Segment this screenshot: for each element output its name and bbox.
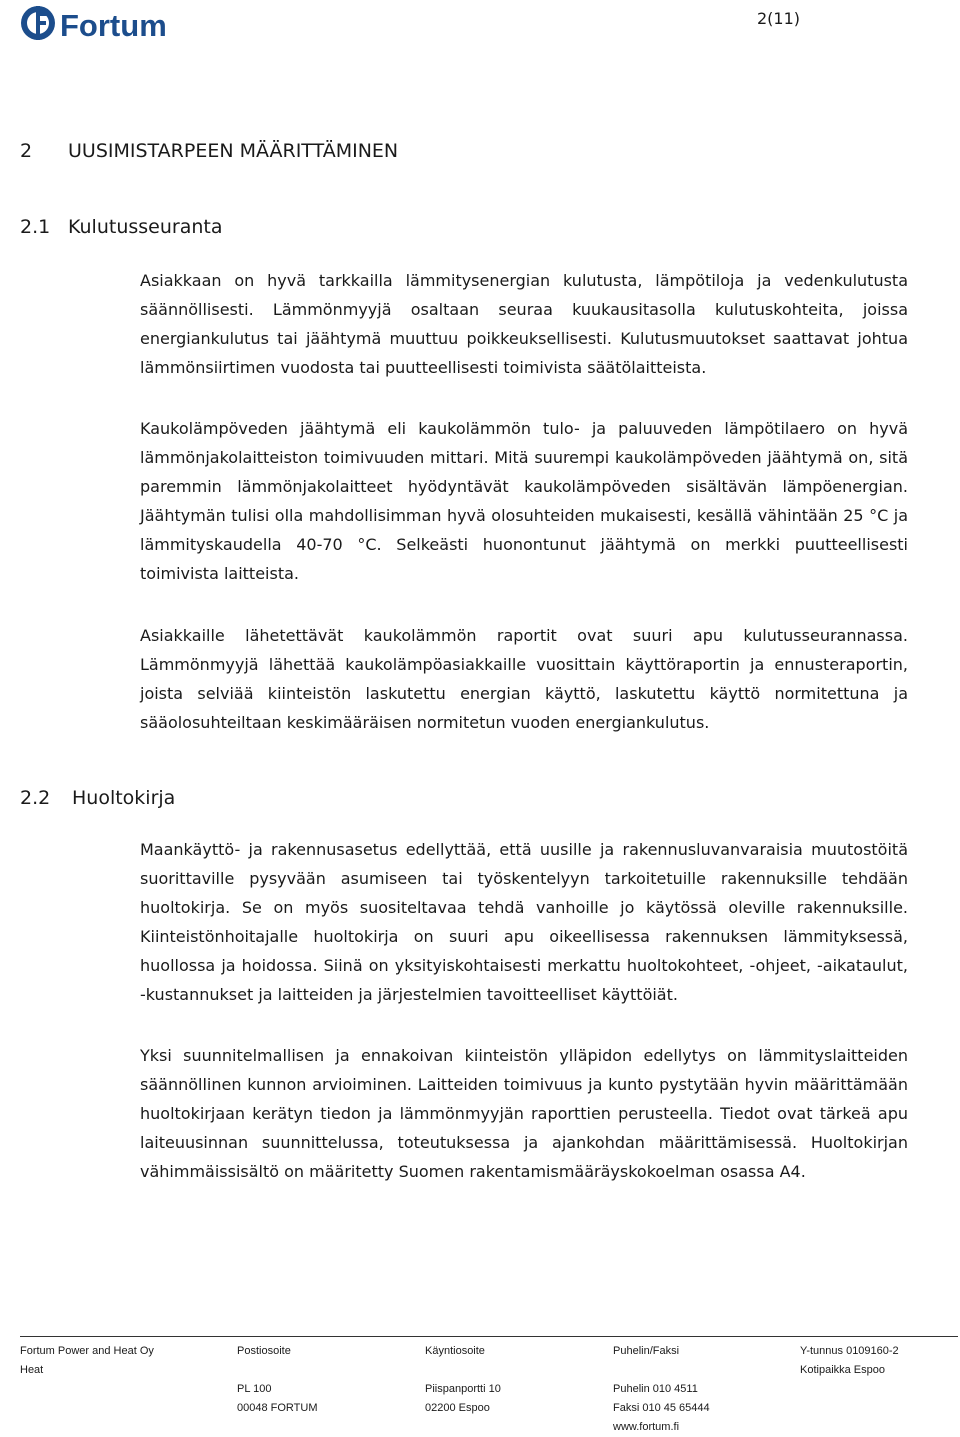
footer-business-id (800, 1342, 899, 1380)
footer-text: Kotipaikka Espoo (800, 1364, 885, 1376)
footer-company (20, 1342, 154, 1380)
footer-phone-fax (613, 1342, 710, 1437)
footer-website-link[interactable]: www.fortum.fi (613, 1421, 680, 1433)
footer-label: Käyntiosoite (425, 1345, 485, 1357)
subsection-number: 2.1 (20, 216, 51, 238)
subsection-title: Kulutusseuranta (68, 216, 223, 238)
subsection-heading-huoltokirja (20, 787, 175, 809)
subsection-title: Huoltokirja (72, 787, 176, 809)
section-title: UUSIMISTARPEEN MÄÄRITTÄMINEN (68, 140, 399, 162)
section-heading (20, 140, 398, 162)
paragraph: Yksi suunnitelmallisen ja ennakoivan kiinteistön ylläpidon edellytys on lämmityslaitteiden säännöllinen kunnon arvioiminen. Laitteiden toimivuus ja kunto pystytään hyvin määrittämään huoltokirjaan kerätyn tiedon ja lämmönmyyjän raporttien perusteella. Tiedot ovat tärkeä apu laiteuusinnan suunnittelussa, toteutuksessa ja ajankohdan määrittämisessä. Huoltokirjan vähimmäissisältö on määritetty Suomen rakentamismääräyskokoelman osassa A4. (140, 1046, 908, 1181)
footer-text (237, 1361, 318, 1380)
paragraph: Asiakkaille lähetettävät kaukolämmön raportit ovat suuri apu kulutusseurannassa. Lämmönmyyjä lähettää kaukolämpöasiakkaille vuosittain käyttöraportin ja ennusteraportin, joista selviää kiinteistön laskutettu energian käyttö, laskutettu käyttö normitettuna ja sääolosuhteiltaan keskimääräisen normitetun vuoden energiankulutus. (140, 626, 908, 732)
section-number: 2 (20, 140, 33, 162)
subsection-heading-kulutusseuranta (20, 216, 223, 238)
footer-label: Puhelin/Faksi (613, 1345, 680, 1357)
footer-text: Puhelin 010 4511 (613, 1383, 698, 1395)
paragraph: Asiakkaan on hyvä tarkkailla lämmitysenergian kulutusta, lämpötiloja ja vedenkulutusta säännöllisesti. Lämmönmyyjä osaltaan seuraa kuukausitasolla kulutuskohteita, joissa energiankulutus tai jäähtymä muuttuu poikkeuksellisesti. Kulutusmuutokset saattavat johtua lämmönsiirtimen vuodosta tai puutteellisesti toimivista säätölaitteista. (140, 271, 908, 377)
footer-postal-address (237, 1342, 318, 1418)
footer-text: 00048 FORTUM (237, 1402, 318, 1414)
footer-text: Faksi 010 45 65444 (613, 1402, 710, 1414)
footer-text: Fortum Power and Heat Oy (20, 1345, 154, 1357)
footer-text (613, 1361, 710, 1380)
footer-text: 02200 Espoo (425, 1402, 490, 1414)
footer-text: Piispanportti 10 (425, 1383, 501, 1395)
footer-text: PL 100 (237, 1383, 272, 1395)
footer-label: Postiosoite (237, 1345, 291, 1357)
paragraph: Kaukolämpöveden jäähtymä eli kaukolämmön tulo- ja paluuveden lämpötilaero on hyvä lämmönjakolaitteiston toimivuuden mittari. Mitä suurempi kaukolämpöveden jäähtymä on, sitä paremmin lämmönjakolaitteet hyödyntävät kaukolämpöveden sisältävän lämpöenergian. Jäähtymän tulisi olla mahdollisimman hyvä olosuhteiden mukaisesti, kesällä vähintään 25 °C ja lämmityskaudella 40-70 °C. Selkeästi huonontunut jäähtymä on merkki puutteellisesti toimivista laitteista. (140, 419, 908, 583)
fortum-logo-text: Fortum (60, 8, 167, 43)
footer-text: Heat (20, 1364, 44, 1376)
fortum-logo-mark (21, 6, 55, 40)
page-number: 2(11) (756, 9, 800, 28)
footer-divider (20, 1336, 958, 1337)
footer-text: Y-tunnus 0109160-2 (800, 1345, 899, 1357)
footer-visiting-address (425, 1342, 501, 1418)
fortum-logo (20, 2, 190, 44)
subsection-number: 2.2 (20, 787, 51, 809)
paragraph: Maankäyttö- ja rakennusasetus edellyttää, että uusille ja rakennusluvanvaraisia muutostöitä suorittaville pysyvään asumiseen tai työskentelyyn tarkoitetuille rakennuksille tehdään huoltokirja. Se on myös suositeltavaa tehdä vanhoille jo käytössä oleville rakennuksille. Kiinteistönhoitajalle huoltokirja on suuri apu oikeellisessa rakennuksen lämmityksessä, huollossa ja hoidossa. Siinä on yksityiskohtaisesti merkattu huoltokohteet, -ohjeet, -aikataulut, -kustannukset ja laitteiden ja järjestelmien tavoitteelliset käyttöiät. (140, 840, 908, 1004)
footer-text (425, 1361, 501, 1380)
